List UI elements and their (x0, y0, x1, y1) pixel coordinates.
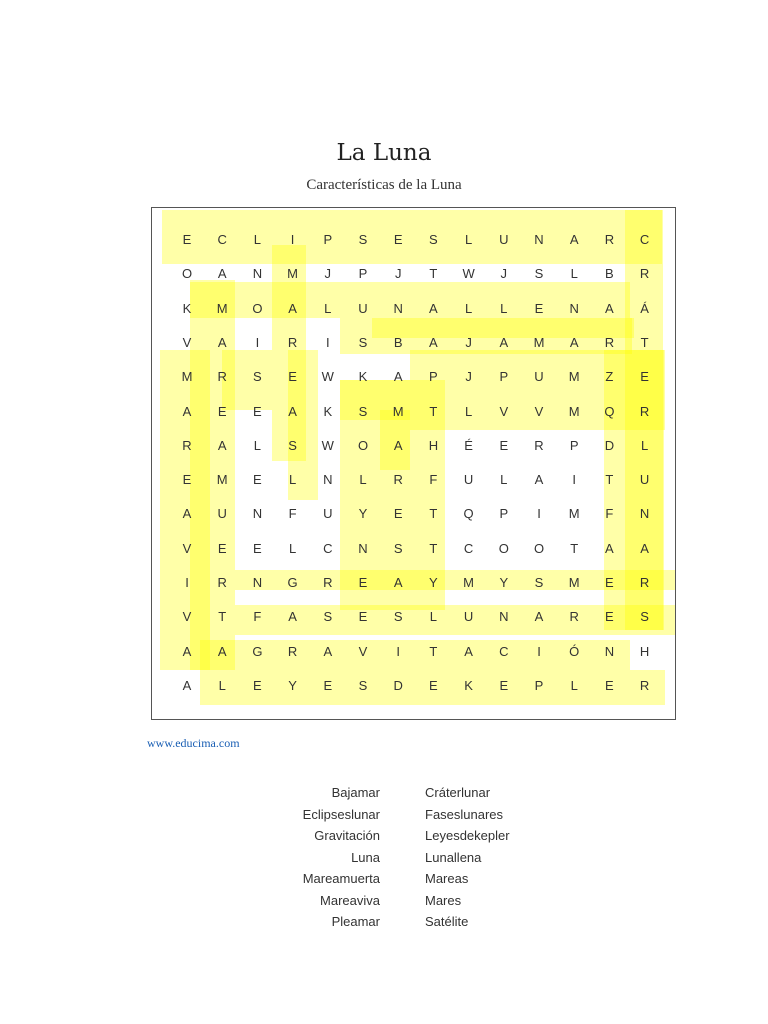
grid-letter: E (253, 403, 262, 419)
grid-letter: V (182, 334, 192, 350)
grid-letter: Ó (569, 643, 580, 659)
grid-letter: A (182, 403, 192, 419)
grid-letter: D (393, 677, 403, 693)
grid-letter: L (324, 300, 332, 316)
word-list-item: Cráterlunar (425, 785, 491, 800)
grid-letter: U (323, 506, 333, 522)
grid-letter: J (465, 334, 472, 350)
grid-letter: F (429, 472, 438, 488)
grid-letter: A (393, 369, 403, 385)
grid-letter: N (252, 575, 263, 590)
grid-letter: R (217, 575, 227, 590)
grid-letter: I (325, 334, 330, 350)
word-list-right (425, 782, 510, 933)
grid-letter: U (463, 472, 474, 488)
grid-letter: E (288, 369, 297, 385)
grid-letter: N (252, 506, 263, 522)
grid-letter: T (570, 540, 579, 556)
grid-letter: B (393, 334, 403, 350)
grid-letter: L (570, 266, 578, 282)
grid-letter: U (217, 506, 227, 522)
grid-letter: M (287, 266, 299, 282)
grid-letter: C (499, 643, 509, 659)
grid-letter: E (217, 540, 227, 556)
grid-letter: V (534, 403, 544, 419)
grid-letter: J (394, 266, 402, 282)
grid-letter: M (392, 403, 404, 419)
grid-letter: A (217, 437, 227, 453)
grid-letter: F (253, 609, 262, 625)
grid-letter: J (324, 266, 332, 282)
grid-letter: A (569, 232, 579, 247)
word-list-item: Bajamar (331, 785, 380, 800)
grid-letter: A (569, 334, 579, 350)
word-list-item: Satélite (425, 914, 469, 929)
grid-letter: V (358, 643, 368, 659)
grid-letter: L (500, 472, 508, 488)
grid-letter: L (464, 403, 473, 419)
grid-letter: R (182, 437, 192, 453)
grid-letter: G (287, 575, 298, 590)
grid-letter: U (499, 232, 509, 247)
grid-letter: E (605, 609, 614, 625)
grid-letter: A (429, 334, 438, 350)
grid-letter: I (185, 575, 189, 590)
grid-letter: U (534, 369, 544, 385)
grid-letter: T (429, 266, 438, 282)
grid-letter: M (181, 369, 193, 385)
grid-letter: Y (358, 506, 368, 522)
grid-letter: G (252, 643, 263, 659)
grid-letter: A (288, 403, 297, 419)
grid-letter: F (288, 506, 297, 522)
grid-letter: E (393, 232, 403, 247)
grid-letter: E (182, 232, 192, 247)
grid-letter: T (429, 403, 438, 419)
grid-letter: L (464, 232, 473, 247)
grid-letter: S (358, 232, 368, 247)
grid-letter: P (534, 677, 544, 693)
grid-letter: É (464, 437, 473, 453)
grid-letter: K (182, 300, 192, 316)
grid-letter: L (359, 472, 367, 488)
grid-letter: T (218, 609, 227, 625)
grid-letter: C (217, 232, 227, 247)
grid-letter: Y (429, 575, 438, 590)
grid-letter: S (358, 403, 368, 419)
grid-letter: S (429, 232, 438, 247)
grid-letter: A (217, 643, 227, 659)
grid-letter: D (604, 437, 615, 453)
grid-letter: O (357, 437, 369, 453)
grid-letter: T (429, 643, 438, 659)
grid-letter: J (500, 266, 508, 282)
grid-letter: P (499, 369, 509, 385)
grid-letter: R (534, 437, 544, 453)
grid-letter: A (288, 609, 297, 625)
grid-letter: R (323, 575, 333, 590)
grid-letter: E (358, 575, 368, 590)
grid-letter: S (640, 609, 649, 625)
grid-letter: C (639, 232, 650, 247)
grid-letter: P (323, 232, 333, 247)
grid-letter: V (182, 609, 192, 625)
grid-letter: S (358, 677, 368, 693)
grid-letter: E (253, 677, 262, 693)
grid-letter: K (464, 677, 473, 693)
grid-letter: S (358, 334, 368, 350)
grid-letter: E (640, 369, 649, 385)
grid-letter: P (429, 369, 438, 385)
grid-letter: A (605, 300, 614, 316)
grid-letter: I (255, 334, 260, 350)
grid-letter: H (639, 643, 650, 659)
grid-letter: T (429, 506, 438, 522)
grid-letter: H (428, 437, 439, 453)
grid-letter: F (605, 506, 614, 522)
grid-letter: L (288, 540, 297, 556)
word-list-item: Eclipseslunar (302, 806, 380, 822)
grid-letter: E (499, 437, 509, 453)
grid-letter: E (605, 677, 614, 693)
word-list-item: Pleamar (331, 914, 380, 929)
grid-letter: S (288, 437, 297, 453)
grid-letter: R (287, 643, 298, 659)
grid-letter: N (499, 609, 509, 625)
grid-letter: I (572, 472, 576, 488)
grid-letter: A (499, 334, 509, 350)
grid-letter: A (429, 300, 438, 316)
grid-letter: R (639, 677, 650, 693)
grid-letter: R (639, 266, 650, 282)
word-list-item: Faseslunares (425, 806, 504, 822)
grid-letter: P (569, 437, 579, 453)
grid-letter: A (464, 643, 473, 659)
grid-letter: L (464, 300, 473, 316)
grid-letter: B (605, 266, 614, 282)
word-list-item: Gravitación (314, 828, 380, 843)
word-list-item: Mares (425, 892, 462, 908)
word-list-item: Luna (351, 849, 380, 865)
word-list-item: Mareas (425, 871, 469, 886)
word-list-item: Mareamuerta (302, 871, 380, 886)
grid-letter: C (323, 540, 333, 556)
grid-letter: A (323, 643, 333, 659)
grid-letter: S (393, 540, 403, 556)
grid-letter: R (639, 403, 650, 419)
grid-letter: M (568, 403, 580, 419)
grid-letter: A (182, 677, 192, 693)
grid-letter: R (639, 575, 650, 590)
grid-letter: L (253, 232, 261, 247)
grid-letter: E (429, 677, 438, 693)
grid-letter: Z (605, 369, 614, 385)
grid-letter: M (463, 575, 475, 590)
grid-letter: E (253, 540, 262, 556)
grid-letter: K (323, 403, 333, 419)
word-list-item: Mareaviva (320, 892, 380, 908)
grid-letter: R (569, 609, 579, 625)
grid-letter: Q (463, 506, 474, 522)
grid-letter: T (429, 540, 438, 556)
grid-letter: M (216, 300, 228, 316)
grid-letter: I (537, 506, 541, 522)
grid-letter: R (604, 334, 615, 350)
grid-letter: Y (499, 575, 509, 590)
grid-letter: C (463, 540, 474, 556)
grid-letter: R (393, 472, 403, 488)
grid-letter: A (534, 472, 544, 488)
grid-letter: R (604, 232, 615, 247)
grid-letter: M (533, 334, 545, 350)
grid-letter: R (287, 334, 298, 350)
grid-letter: O (533, 540, 545, 556)
word-list-item: Leyesdekepler (425, 828, 510, 843)
grid-letter: I (537, 643, 541, 659)
grid-letter: N (252, 266, 263, 282)
grid-letter: V (182, 540, 192, 556)
grid-letter: L (640, 437, 649, 453)
grid-letter: N (358, 540, 368, 556)
grid-letter: E (358, 609, 368, 625)
grid-letter: R (217, 369, 227, 385)
grid-letter: M (568, 369, 580, 385)
word-list-item: Lunallena (425, 849, 482, 865)
grid-letter: Y (288, 677, 297, 693)
grid-letter: V (499, 403, 509, 419)
grid-letter: L (570, 677, 578, 693)
grid-letter: L (500, 300, 508, 316)
grid-letter: S (253, 369, 262, 385)
grid-letter: I (396, 643, 400, 659)
grid-letter: W (321, 437, 334, 453)
grid-letter: A (182, 506, 192, 522)
grid-letter: M (568, 506, 580, 522)
grid-letter: N (323, 472, 333, 488)
grid-letter: I (290, 232, 295, 247)
grid-letter: E (393, 506, 403, 522)
grid-letter: A (605, 540, 614, 556)
grid-letter: L (253, 437, 261, 453)
grid-letter: J (465, 369, 472, 385)
grid-letter: A (182, 643, 192, 659)
grid-letter: A (393, 437, 403, 453)
grid-letter: E (182, 472, 192, 488)
grid-letter: A (393, 575, 403, 590)
grid-letter: A (534, 609, 544, 625)
grid-letter: A (288, 300, 297, 316)
grid-letter: L (429, 609, 437, 625)
grid-letter: T (605, 472, 614, 488)
grid-letter: U (639, 472, 650, 488)
grid-letter: N (534, 232, 544, 247)
grid-letter: N (639, 506, 650, 522)
grid-letter: T (640, 334, 649, 350)
word-list-left (303, 782, 380, 933)
grid-letter: M (216, 472, 228, 488)
grid-letter: E (605, 575, 614, 590)
grid-letter: W (462, 266, 475, 282)
grid-letter: M (568, 575, 580, 590)
grid-letter: P (358, 266, 368, 282)
grid-letter: A (217, 334, 227, 350)
grid-letter: Á (640, 300, 649, 316)
page-subtitle: Características de la Luna (306, 177, 462, 193)
grid-letter: E (253, 472, 262, 488)
grid-letter: N (604, 643, 615, 659)
grid-letter: A (640, 540, 649, 556)
grid-letter: L (288, 472, 297, 488)
grid-letter: P (499, 506, 509, 522)
grid-letter: S (393, 609, 403, 625)
grid-letter: O (498, 540, 509, 556)
grid-letter: Q (604, 403, 615, 419)
grid-letter: L (218, 677, 226, 693)
grid-letter: E (217, 403, 227, 419)
grid-letter: O (252, 300, 263, 316)
grid-letter: N (393, 300, 403, 316)
grid-letter: E (499, 677, 509, 693)
website-link[interactable]: www.educima.com (147, 736, 240, 750)
grid-letter: E (323, 677, 333, 693)
grid-letter: E (534, 300, 544, 316)
grid-letter: K (358, 369, 368, 385)
grid-letter: N (569, 300, 579, 316)
grid-letter: U (463, 609, 474, 625)
grid-letter: U (358, 300, 368, 316)
grid-letter: S (534, 266, 544, 282)
grid-letter: S (323, 609, 333, 625)
page-title: La Luna (336, 140, 432, 166)
grid-letter: A (217, 266, 227, 282)
grid-letter: S (534, 575, 544, 590)
grid-letter: W (321, 369, 334, 385)
grid-letter: O (181, 266, 193, 282)
